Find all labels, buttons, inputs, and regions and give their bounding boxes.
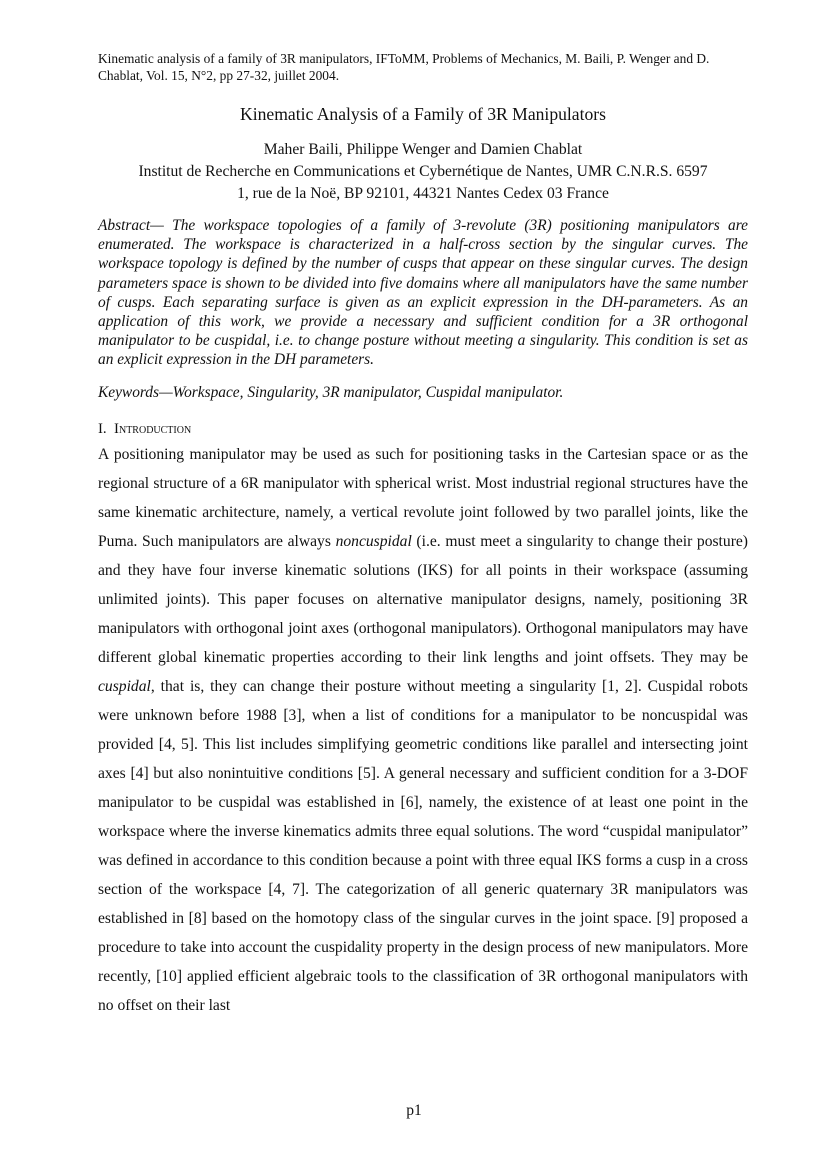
section-heading — [98, 419, 748, 439]
intro-text-part-2: (i.e. must meet a singularity to change their posture) and they have four inverse kinematic solutions (IKS) for all points in their workspace (assuming unlimited joints). This paper focuses on alternative manipulator designs, namely, positioning 3R manipulators with orthogonal joint axes (orthogonal manipulators). Orthogonal manipulators may have different global kinematic properties according to their link lengths and joint offsets. They may be — [98, 532, 748, 666]
citation-header: Kinematic analysis of a family of 3R manipulators, IFToMM, Problems of Mechanics, M. Baili, P. Wenger and D. Chablat, Vol. 15, N°2, pp 27-32, juillet 2004. — [98, 51, 710, 83]
intro-emphasis-cuspidal: cuspidal — [98, 677, 151, 695]
keywords: Keywords—Workspace, Singularity, 3R manipulator, Cuspidal manipulator. — [98, 383, 564, 401]
page-number: p1 — [406, 1102, 422, 1119]
abstract: Abstract— The workspace topologies of a family of 3-revolute (3R) positioning manipulators are enumerated. The workspace is characterized in a half-cross section by the singular curves. The workspace topology is defined by the number of cusps that appear on these singular curves. The design parameters space is shown to be divided into five domains where all manipulators have the same number of cusps. Each separating surface is given as an explicit expression in the DH-parameters. As an application of this work, we provide a necessary and sufficient condition for a 3R orthogonal manipulator to be cuspidal, i.e. to change posture without meeting a singularity. This condition is set as an explicit expression in the DH parameters. — [98, 217, 748, 369]
affiliation-line-2: 1, rue de la Noë, BP 92101, 44321 Nantes Cedex 03 France — [237, 185, 609, 202]
section-number: I. — [98, 420, 107, 437]
introduction-paragraph — [98, 440, 748, 1020]
intro-text-part-1: A positioning manipulator may be used as such for positioning tasks in the Cartesian space or as the regional structure of a 6R manipulator with spherical wrist. Most industrial regional structures have the same kinematic architecture, namely, a vertical revolute joint followed by two parallel joints, like the Puma. Such manipulators are always — [98, 445, 748, 550]
intro-text-part-3: , that is, they can change their posture without meeting a singularity [1, 2]. Cuspidal robots were unknown before 1988 [3], when a list of conditions for a manipulator to be noncuspidal was provided [4, 5]. This list includes simplifying geometric conditions like parallel and intersecting joint axes [4] but also nonintuitive conditions [5]. A general necessary and sufficient condition for a 3-DOF manipulator to be cuspidal was established in [6], namely, the existence of at least one point in the workspace where the inverse kinematics admits three equal solutions. The word “cuspidal manipulator” was defined in accordance to this condition because a point with three equal IKS forms a cusp in a cross section of the workspace [4, 7]. The categorization of all generic quaternary 3R manipulators was established in [8] based on the homotopy class of the singular curves in the joint space. [9] proposed a procedure to take into account the cuspidality property in the design process of new manipulators. More recently, [10] applied efficient algebraic tools to the classification of 3R orthogonal manipulators with no offset on their last — [98, 677, 748, 1014]
section-title: Introduction — [114, 420, 192, 437]
paper-title: Kinematic Analysis of a Family of 3R Manipulators — [240, 104, 606, 124]
intro-emphasis-noncuspidal: noncuspidal — [335, 532, 412, 550]
affiliation-line-1: Institut de Recherche en Communications et Cybernétique de Nantes, UMR C.N.R.S. 6597 — [138, 163, 708, 180]
paper-authors: Maher Baili, Philippe Wenger and Damien Chablat — [263, 141, 583, 158]
page-content — [98, 50, 748, 1020]
